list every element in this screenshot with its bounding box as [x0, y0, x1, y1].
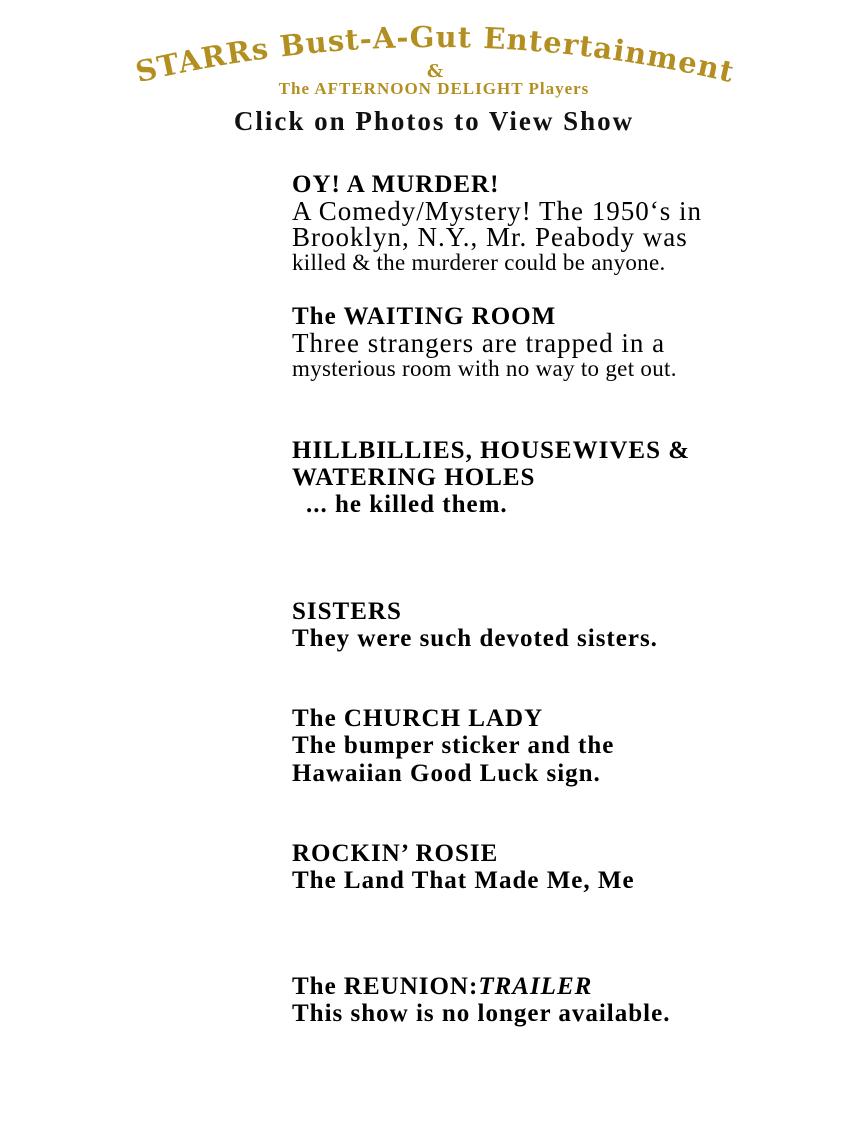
show-church-lady[interactable]: [292, 705, 852, 788]
show-description-line: A Comedy/Mystery! The 1950‘s in: [292, 196, 702, 226]
show-description-line: ... he killed them.: [306, 491, 508, 518]
show-title: SISTERS: [292, 598, 402, 625]
show-oy-a-murder[interactable]: [292, 171, 852, 276]
show-title: WATERING HOLES: [292, 464, 536, 491]
show-description-line: They were such devoted sisters.: [292, 625, 658, 652]
show-description-line: The Land That Made Me, Me: [292, 867, 635, 894]
show-sisters[interactable]: [292, 598, 852, 653]
show-title: [292, 973, 852, 1000]
show-title-text: The REUNION:: [292, 973, 479, 1000]
show-title: The WAITING ROOM: [292, 303, 557, 330]
show-waiting-room[interactable]: [292, 303, 852, 382]
show-reunion[interactable]: [292, 973, 852, 1028]
show-title: ROCKIN’ ROSIE: [292, 840, 499, 867]
show-description-line: This show is no longer available.: [292, 1000, 671, 1027]
company-subtitle: The AFTERNOON DELIGHT Players: [278, 79, 590, 98]
page-instruction[interactable]: Click on Photos to View Show: [233, 106, 635, 136]
show-description-line: Three strangers are trapped in a: [292, 328, 666, 358]
show-rockin-rosie[interactable]: [292, 840, 852, 895]
show-description-line: Brooklyn, N.Y., Mr. Peabody was: [292, 222, 688, 252]
show-hillbillies[interactable]: [292, 437, 852, 519]
show-description-line: killed & the murderer could be anyone.: [292, 250, 666, 275]
show-title: The CHURCH LADY: [292, 705, 544, 732]
brand-name-path: STARRs Bust-A-Gut Entertainment: [132, 19, 738, 90]
show-title: OY! A MURDER!: [292, 171, 500, 198]
trailer-link[interactable]: TRAILER: [478, 973, 593, 1000]
ampersand-text: &: [426, 61, 444, 82]
show-description-line: The bumper sticker and the: [292, 732, 615, 759]
show-description-line: mysterious room with no way to get out.: [292, 356, 677, 381]
show-title: HILLBILLIES, HOUSEWIVES &: [292, 437, 691, 464]
show-description-line: Hawaiian Good Luck sign.: [292, 760, 601, 787]
